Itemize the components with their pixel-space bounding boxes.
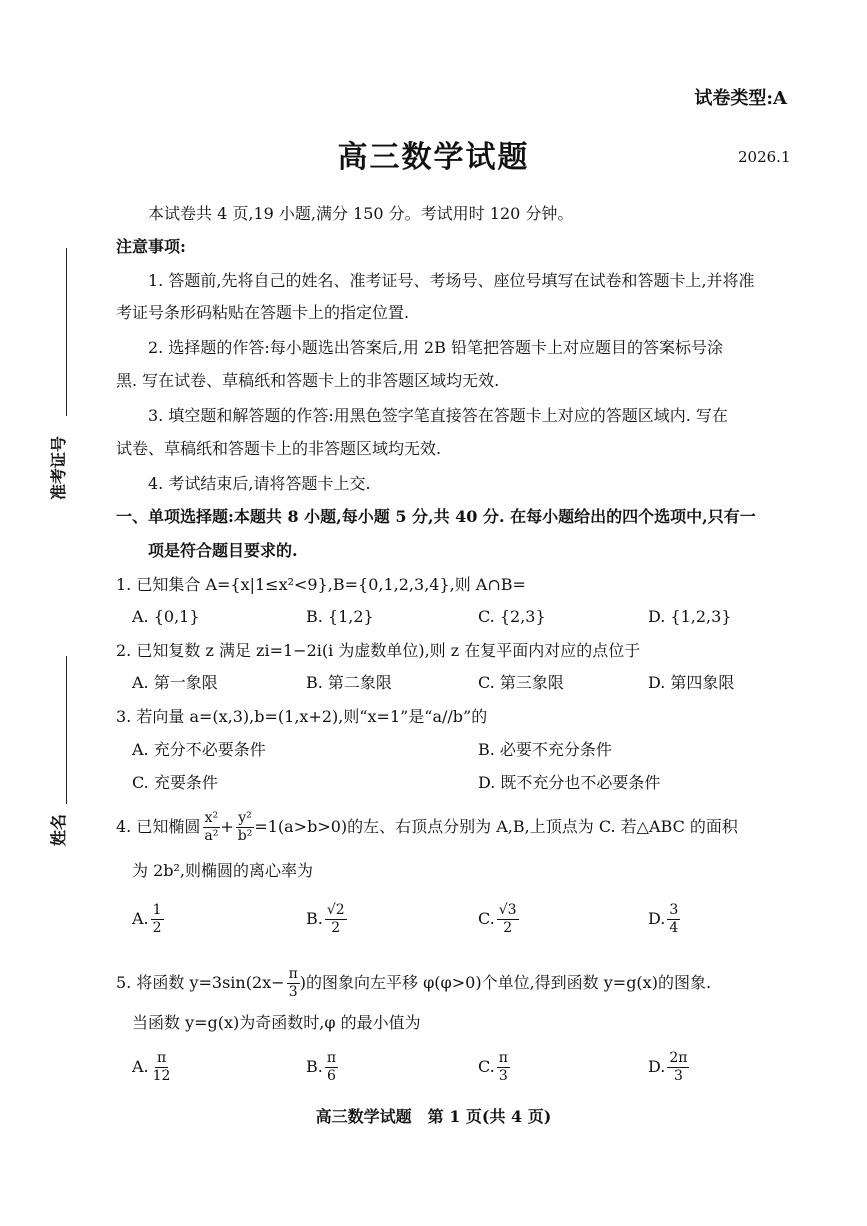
question-4-option-d: D. $\frac{3}{4}$ [648, 902, 679, 936]
question-4-option-c: C. $\frac{√3}{2}$ [478, 902, 517, 936]
fraction: $\frac{\text{y²}}{\text{b²}}$ [237, 810, 253, 844]
exam-id-line [66, 248, 67, 416]
question-2-option-d: D. 第四象限 [648, 673, 735, 692]
question-4-option-a: A. $\frac{1}{2}$ [132, 902, 162, 936]
question-3-option-d: D. 既不充分也不必要条件 [478, 773, 661, 792]
section-heading-cont: 项是符合题目要求的. [148, 541, 298, 560]
section-heading: 一、单项选择题:本题共 8 小题,每小题 5 分,共 40 分. 在每小题给出的四个选项中,只有一 [116, 507, 756, 526]
notice-line: 3. 填空题和解答题的作答:用黑色签字笔直接答在答题卡上对应的答题区域内. 写在 [148, 406, 728, 425]
question-5-option-c: C. $\frac{\pi}{3}$ [478, 1050, 508, 1084]
question-4-stem-pre: 4. 已知椭圆 [116, 817, 201, 836]
notice-line: 黑. 写在试卷、草稿纸和答题卡上的非答题区域均无效. [116, 371, 500, 390]
page-footer: 高三数学试题 第 1 页(共 4 页) [315, 1107, 552, 1126]
question-4-stem-post: =1(a>b>0)的左、右顶点分别为 A,B,上顶点为 C. 若△ABC 的面积 [254, 817, 738, 836]
question-2-stem: 2. 已知复数 z 满足 zi=1−2i(i 为虚数单位),则 z 在复平面内对应的点位于 [116, 641, 641, 660]
name-line [66, 656, 67, 804]
question-3-stem: 3. 若向量 a=(x,3),b=(1,x+2),则“x=1”是“a//b”的 [116, 707, 488, 726]
question-5-stem-pre: 5. 将函数 y=3sin(2x− [116, 973, 285, 992]
question-1-option-d: D. {1,2,3} [648, 607, 732, 626]
fraction: $\frac{\text{x²}}{\text{a²}}$ [204, 810, 219, 844]
notice-line: 2. 选择题的作答:每小题选出答案后,用 2B 铅笔把答题卡上对应题目的答案标号涂 [148, 338, 723, 357]
question-2-option-b: B. 第二象限 [306, 673, 392, 692]
page-title: 高三数学试题 [337, 140, 530, 175]
question-5-option-d: D. $\frac{2\pi}{3}$ [648, 1050, 688, 1084]
name-label: 姓名 [49, 813, 68, 846]
question-3-option-b: B. 必要不充分条件 [478, 740, 612, 759]
fraction: $\frac{\pi}{3}$ [288, 966, 298, 1000]
question-1-option-a: A. {0,1} [132, 607, 200, 626]
question-2-option-a: A. 第一象限 [132, 673, 218, 692]
question-5-stem-post: )的图象向左平移 φ(φ>0)个单位,得到函数 y=g(x)的图象. [299, 973, 712, 992]
exam-id-label: 准考证号 [49, 435, 68, 500]
question-4-stem: 4. 已知椭圆 $\frac{\text{x²}}{\text{a²}}$ + $\frac{\text{y²}}{\text{b²}}$ =1(a>b>0)的左、右顶点分别为 A,B,上顶点为 C. 若△ABC 的面积 [116, 810, 738, 844]
question-5-option-b: B. $\frac{\pi}{6}$ [306, 1050, 337, 1084]
question-5-stem-line2: 当函数 y=g(x)为奇函数时,φ 的最小值为 [132, 1013, 421, 1032]
question-3-option-a: A. 充分不必要条件 [132, 740, 266, 759]
question-5-option-a: A. $\frac{\pi}{12}$ [132, 1050, 171, 1084]
question-4-option-b: B. $\frac{√2}{2}$ [306, 902, 345, 936]
question-2-option-c: C. 第三象限 [478, 673, 564, 692]
exam-date: 2026.1 [738, 148, 791, 166]
notice-heading: 注意事项: [116, 237, 186, 256]
notice-line: 考证号条形码粘贴在答题卡上的指定位置. [116, 303, 410, 322]
question-4-stem-line2: 为 2b²,则椭圆的离心率为 [132, 861, 314, 880]
notice-line: 4. 考试结束后,请将答题卡上交. [148, 474, 371, 493]
question-3-option-c: C. 充要条件 [132, 773, 218, 792]
paper-type: 试卷类型:A [694, 88, 787, 109]
question-5-stem [116, 966, 711, 1001]
intro-text: 本试卷共 4 页,19 小题,满分 150 分。考试用时 120 分钟。 [148, 204, 574, 223]
question-1-stem: 1. 已知集合 A={x|1≤x²<9},B={0,1,2,3,4},则 A∩B= [116, 575, 526, 594]
notice-line: 1. 答题前,先将自己的姓名、准考证号、考场号、座位号填写在试卷和答题卡上,并将准 [148, 271, 755, 290]
notice-line: 试卷、草稿纸和答题卡上的非答题区域均无效. [116, 439, 442, 458]
question-1-option-c: C. {2,3} [478, 607, 546, 626]
question-1-option-b: B. {1,2} [306, 607, 374, 626]
